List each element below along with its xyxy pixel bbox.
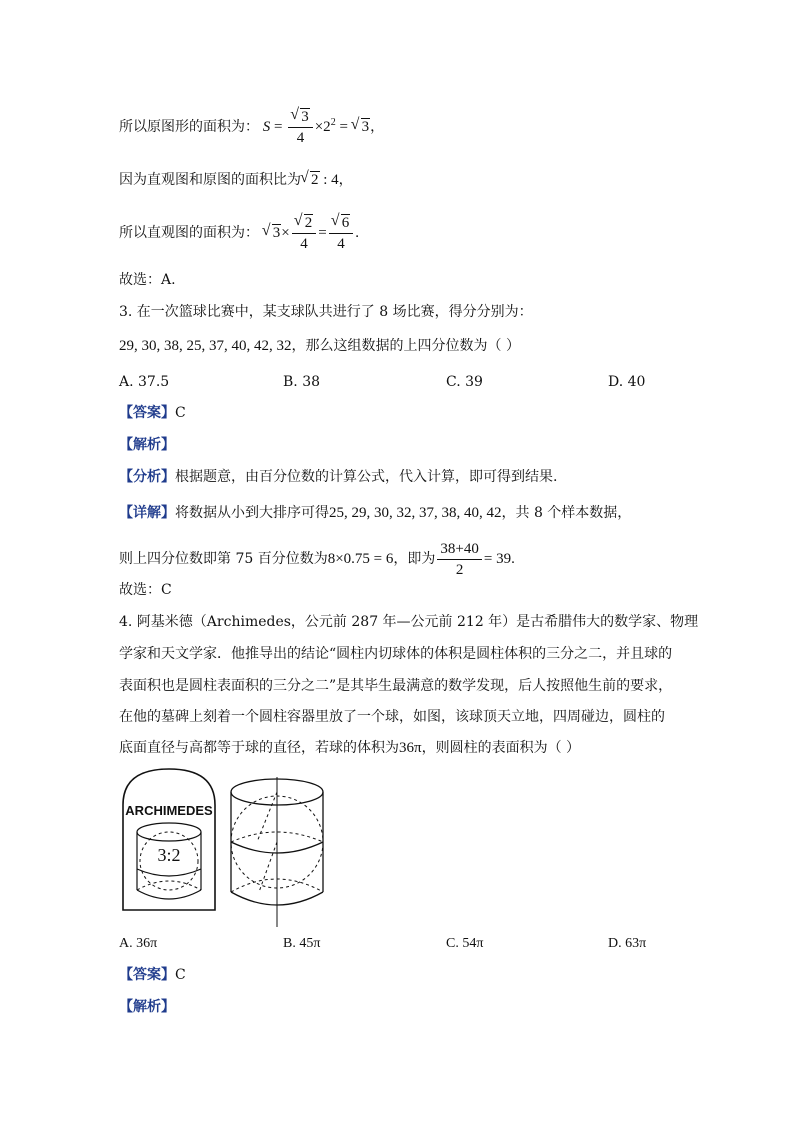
area-ratio-line [119, 170, 353, 190]
q3-calc-prefix: 则上四分位数即第 75 百分位数为 [119, 550, 328, 567]
q4-choice-d: D. 63π [608, 936, 647, 951]
q4-answer-line [119, 965, 186, 985]
analysis-tag: 【解析】 [119, 999, 175, 1015]
q3-choice-c: C. 39 [446, 374, 483, 390]
area-symbol: S [262, 118, 271, 135]
q3-answer-line [119, 403, 186, 423]
q3-choice-a: A. 37.5 [119, 374, 170, 390]
q4-stem-line5 [119, 738, 580, 758]
answer-line-q2: 故选：A. [119, 272, 176, 288]
times-sign: × [281, 224, 290, 241]
q3-choice-b: B. 38 [283, 374, 321, 390]
fraction-38-40-over-2: $\frac{38+40}{2}$ [437, 540, 481, 579]
q4-stem-line3: 表面积也是圆柱表面积的三分之二”是其毕生最满意的数学发现，后人按照他生前的要求， [119, 678, 673, 694]
q3-analysis-tag [119, 435, 175, 455]
q4-analysis-tag [119, 997, 175, 1017]
answer-tag: 【答案】 [119, 405, 175, 421]
period: . [355, 224, 359, 241]
q3-fenxi-text: 根据题意，由百分位数的计算公式，代入计算，即可得到结果. [175, 469, 558, 485]
q3-final-answer: 故选：C [119, 582, 172, 598]
equals-sign: = [318, 224, 327, 241]
fraction-sqrt3-over-4: √ $\frac{3}{4}$ [288, 108, 313, 147]
area-intuitive-line [119, 214, 359, 253]
q3-calc-mid: ，即为 [393, 550, 436, 567]
q3-sorted-data: 25, 29, 30, 32, 37, 38, 40, 42 [329, 505, 502, 521]
exponent: 2 [330, 116, 336, 128]
q3-score-data: 29, 30, 38, 25, 37, 40, 42, 32 [119, 338, 292, 354]
analysis-tag: 【解析】 [119, 437, 175, 453]
equals-sign: = [339, 118, 348, 135]
q3-answer: C [175, 405, 186, 421]
times-two: ×2 [314, 118, 331, 135]
equals-sign: = [274, 118, 283, 135]
q4-choice-c: C. 54π [446, 936, 484, 951]
q4-stem-prefix: 底面直径与高都等于球的直径，若球的体积为 [119, 740, 399, 756]
sqrt-three: √ 3 [263, 223, 282, 243]
q4-stem-suffix: ，则圆柱的表面积为（ ） [421, 740, 581, 756]
fraction-sqrt2-over-4: √ $\frac{2}{4}$ [292, 214, 317, 253]
area-intuitive-label: 所以直观图的面积为： [119, 224, 259, 241]
q4-volume: 36π [399, 740, 422, 756]
q3-calc2: = 39 [483, 550, 512, 567]
q3-calc1: 8×0.75 = 6 [327, 550, 394, 567]
fraction-sqrt6-over-4: √ $\frac{6}{4}$ [329, 214, 354, 253]
area-ratio-label: 因为直观图和原图的面积比为 [119, 172, 301, 188]
xiangjie-tag: 【详解】 [119, 505, 175, 521]
q4-choice-b: B. 45π [283, 936, 321, 951]
q3-stem-line1: 3. 在一次篮球比赛中，某支球队共进行了 8 场比赛，得分分别为： [119, 304, 533, 320]
small-cylinder-top [137, 823, 201, 841]
q3-stem-line2 [119, 336, 520, 356]
tombstone-title: ARCHIMEDES [125, 803, 213, 818]
archimedes-figure [119, 765, 339, 927]
area-original-line [119, 108, 384, 147]
q3-xiangjie-text2: ，共 8 个样本数据， [501, 505, 632, 521]
q4-stem-line2: 学家和天文学家．他推导出的结论“圆柱内切球体的体积是圆柱体积的三分之二，并且球的 [119, 646, 673, 662]
q3-fenxi-line [119, 467, 557, 487]
q3-calc-line [119, 540, 515, 579]
q4-stem-line4: 在他的墓碑上刻着一个圆柱容器里放了一个球，如图，该球顶天立地，四周碰边，圆柱的 [119, 709, 665, 725]
period: . [511, 550, 515, 567]
q3-xiangjie-line [119, 503, 631, 523]
q4-choice-a: A. 36π [119, 936, 158, 951]
sqrt-two: √ 2 [301, 170, 320, 190]
ratio-label: 3:2 [157, 845, 181, 865]
q4-answer: C [175, 967, 186, 983]
q4-stem-line1: 4. 阿基米德（Archimedes，公元前 287 年—公元前 212 年）是古希腊伟大的数学家、物理 [119, 614, 699, 630]
q3-choice-d: D. 40 [608, 374, 646, 390]
sqrt-result: √ 3 [352, 117, 371, 137]
ratio-rest: : 4 [319, 172, 339, 188]
area-original-label: 所以原图形的面积为： [119, 118, 259, 135]
comma: ， [370, 118, 385, 135]
q3-xiangjie-text: 将数据从小到大排序可得 [175, 505, 329, 521]
answer-tag: 【答案】 [119, 967, 175, 983]
q3-question: ，那么这组数据的上四分位数为（ ） [291, 338, 520, 354]
fenxi-tag: 【分析】 [119, 469, 175, 485]
comma: ， [338, 172, 353, 188]
